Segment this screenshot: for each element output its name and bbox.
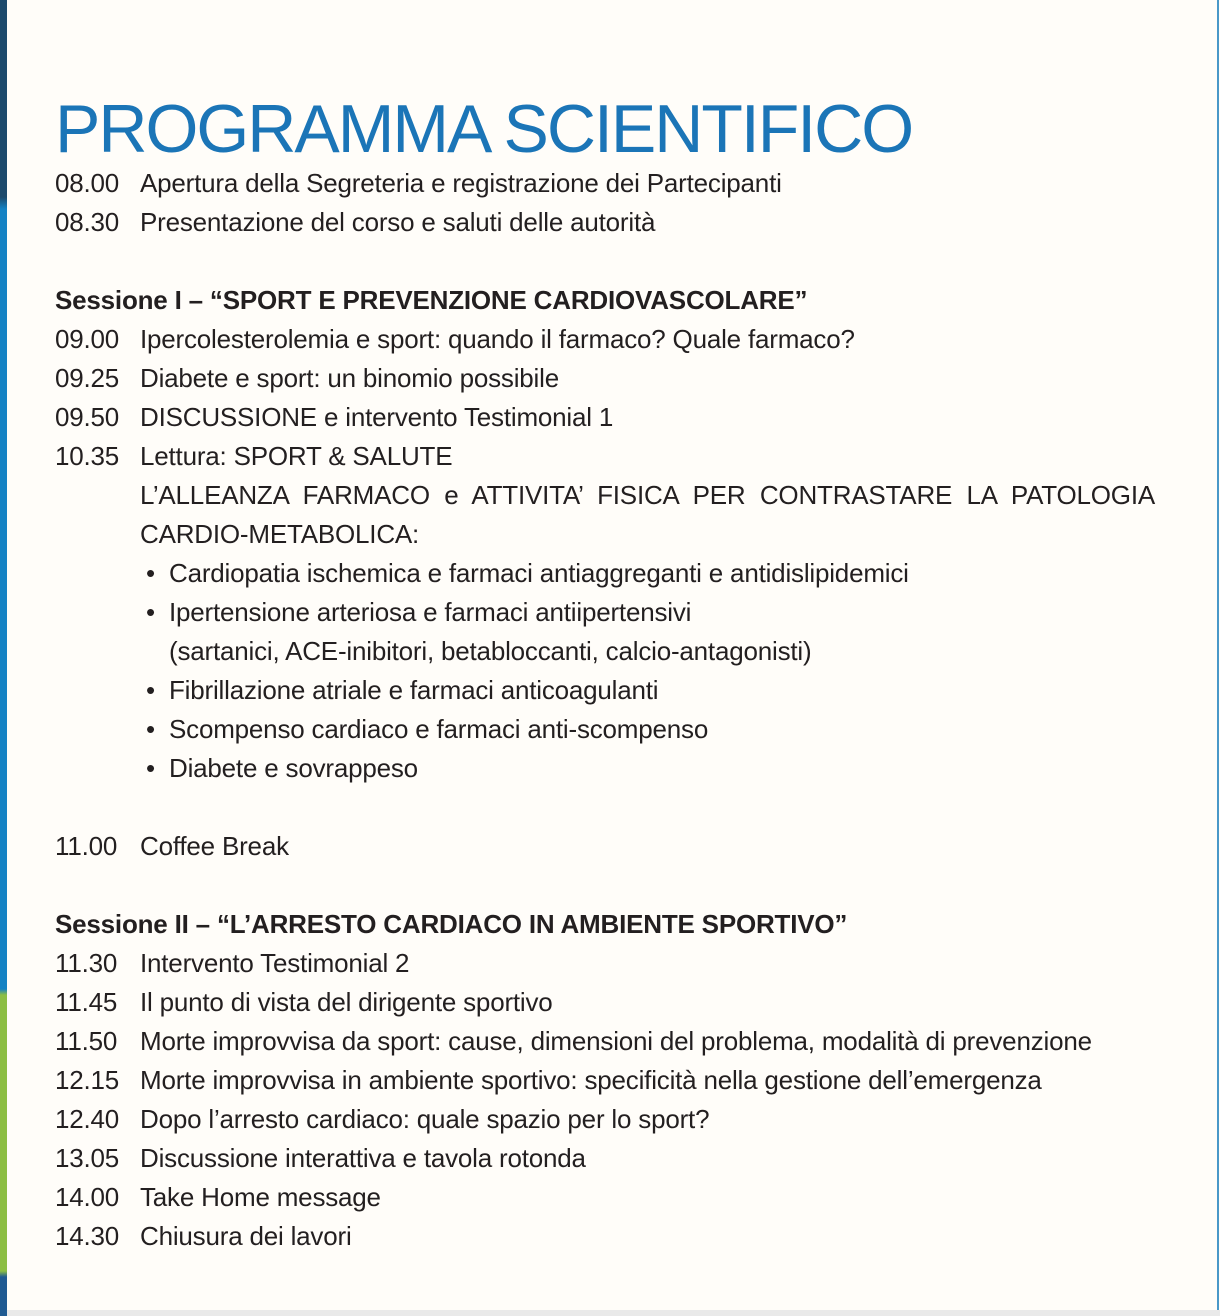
bullet-item (55, 749, 1167, 788)
item-text: Morte improvvisa da sport: cause, dimensioni del problema, modalità di prevenzione (140, 1026, 1092, 1056)
item-text: Morte improvvisa in ambiente sportivo: specificità nella gestione dell’emergenza (140, 1065, 1042, 1095)
item-text: Discussione interattiva e tavola rotonda (140, 1143, 586, 1173)
page-title: PROGRAMMA SCIENTIFICO (55, 90, 913, 167)
item-text: Presentazione del corso e saluti delle autorità (140, 207, 656, 237)
item-text: Apertura della Segreteria e registrazione dei Partecipanti (140, 168, 782, 198)
bullet-icon: • (146, 753, 155, 783)
time-label: 11.00 (55, 831, 118, 861)
schedule-item (55, 1100, 1167, 1139)
lecture-subtitle-line: L’ALLEANZA FARMACO e ATTIVITA’ FISICA PER CONTRASTARE LA PATOLOGIA (140, 480, 1155, 510)
schedule (55, 164, 1167, 1256)
schedule-item (55, 983, 1167, 1022)
bullet-text: Fibrillazione atriale e farmaci anticoagulanti (169, 675, 659, 705)
session-2-heading: Sessione II – “L’ARRESTO CARDIACO IN AMBIENTE SPORTIVO” (55, 909, 848, 939)
time-label: 10.35 (55, 441, 120, 471)
bottom-page-edge (7, 1310, 1220, 1316)
item-text: Intervento Testimonial 2 (140, 948, 410, 978)
time-label: 14.00 (55, 1182, 120, 1212)
time-label: 08.30 (55, 207, 120, 237)
bullet-icon: • (146, 675, 155, 705)
session-1-heading: Sessione I – “SPORT E PREVENZIONE CARDIOVASCOLARE” (55, 285, 808, 315)
time-label: 09.00 (55, 324, 120, 354)
time-label: 09.25 (55, 363, 120, 393)
time-label: 11.50 (55, 1026, 118, 1056)
item-text: Ipercolesterolemia e sport: quando il farmaco? Quale farmaco? (140, 324, 855, 354)
bullet-item (55, 554, 1167, 593)
schedule-item (55, 164, 1167, 203)
bullet-text: Ipertensione arteriosa e farmaci antiipertensivi (169, 597, 692, 627)
bullet-item (55, 671, 1167, 710)
bullet-item (55, 710, 1167, 749)
lecture-subtitle-line: CARDIO-METABOLICA: (140, 519, 420, 549)
schedule-item (55, 1217, 1167, 1256)
item-text: Il punto di vista del dirigente sportivo (140, 987, 553, 1017)
schedule-item (55, 359, 1167, 398)
bullet-text: Scompenso cardiaco e farmaci anti-scompenso (169, 714, 709, 744)
bullet-text: Cardiopatia ischemica e farmaci antiaggreganti e antidislipidemici (169, 558, 909, 588)
schedule-item (55, 320, 1167, 359)
left-accent-bar (0, 0, 7, 1316)
blank-line (55, 866, 1167, 905)
bullet-icon: • (146, 714, 155, 744)
time-label: 11.45 (55, 987, 118, 1017)
right-accent-line (1217, 0, 1219, 1310)
item-text: Coffee Break (140, 831, 289, 861)
schedule-item (55, 827, 1167, 866)
time-label: 13.05 (55, 1143, 120, 1173)
schedule-item (55, 944, 1167, 983)
time-label: 12.15 (55, 1065, 120, 1095)
item-text: Dopo l’arresto cardiaco: quale spazio per lo sport? (140, 1104, 710, 1134)
blank-line (55, 788, 1167, 827)
bullet-icon: • (146, 558, 155, 588)
bullet-item (55, 593, 1167, 632)
item-text: Lettura: SPORT & SALUTE (140, 441, 453, 471)
item-text: Diabete e sport: un binomio possibile (140, 363, 559, 393)
item-text: Take Home message (140, 1182, 381, 1212)
item-text: DISCUSSIONE e intervento Testimonial 1 (140, 402, 614, 432)
time-label: 08.00 (55, 168, 120, 198)
schedule-item (55, 1022, 1167, 1061)
bullet-continuation-text: (sartanici, ACE-inibitori, betabloccanti, calcio-antagonisti) (169, 636, 812, 666)
schedule-item (55, 437, 1167, 476)
blank-line (55, 242, 1167, 281)
schedule-item (55, 1139, 1167, 1178)
time-label: 09.50 (55, 402, 120, 432)
schedule-item (55, 203, 1167, 242)
item-text: Chiusura dei lavori (140, 1221, 352, 1251)
schedule-item (55, 1061, 1167, 1100)
time-label: 11.30 (55, 948, 118, 978)
bullet-icon: • (146, 597, 155, 627)
schedule-item (55, 398, 1167, 437)
time-label: 14.30 (55, 1221, 120, 1251)
schedule-item (55, 1178, 1167, 1217)
time-label: 12.40 (55, 1104, 120, 1134)
bullet-text: Diabete e sovrappeso (169, 753, 418, 783)
